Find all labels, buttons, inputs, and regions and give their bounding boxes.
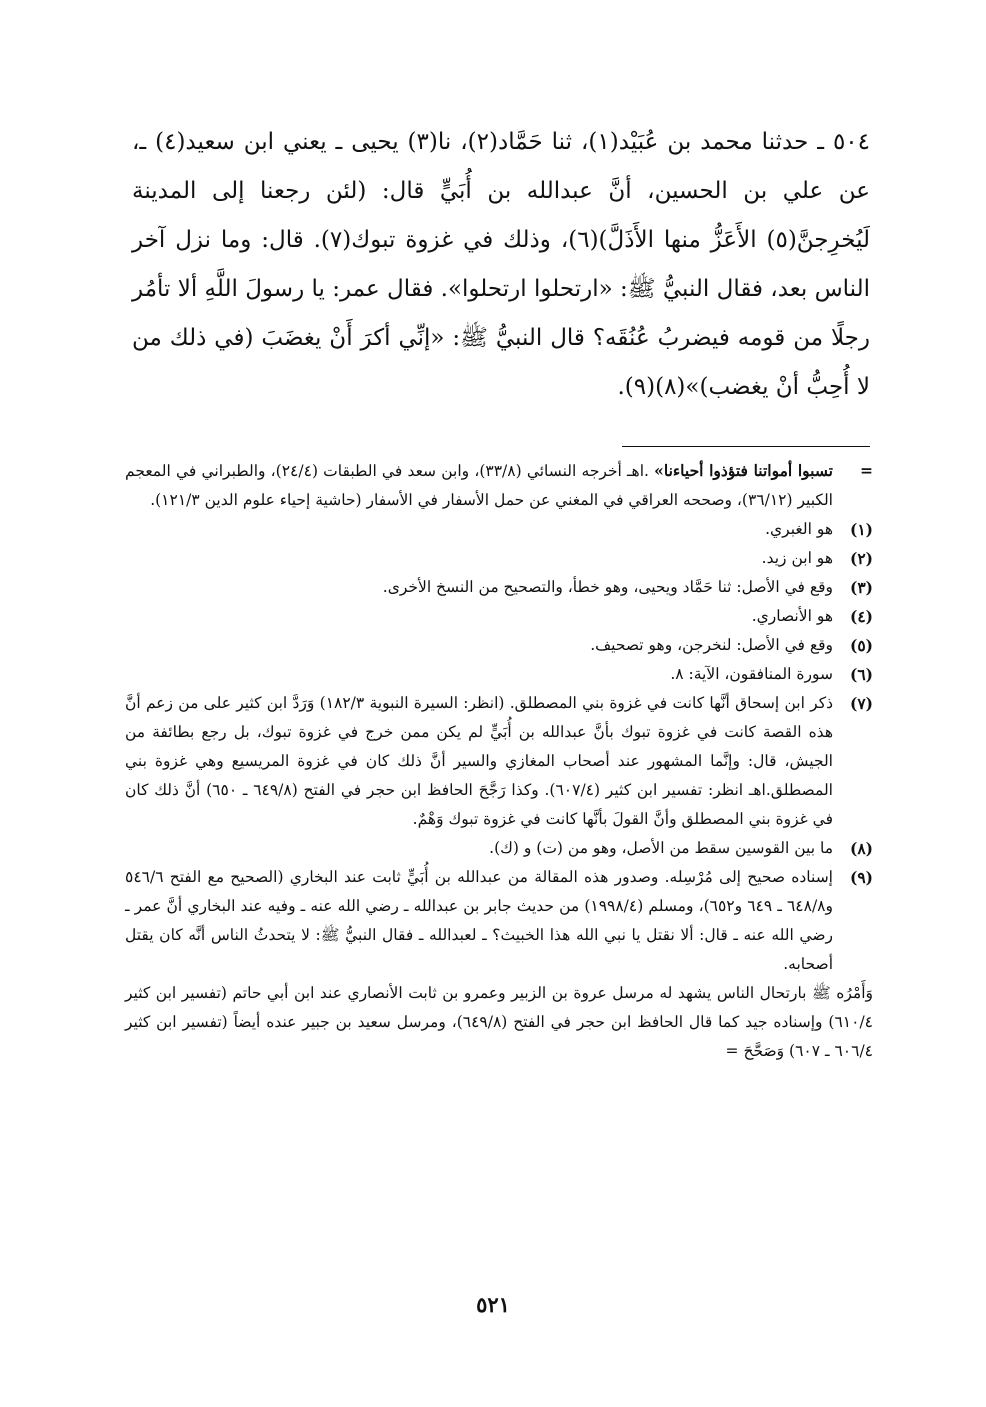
footnote-text: وقع في الأصل: لنخرجن، وهو تصحيف. [590,636,833,654]
footnote-number: (٣) [849,578,873,597]
footnote-number: (٨) [849,839,873,858]
footnote-text: إسناده صحيح إلى مُرْسِله. وصدور هذه المقالة من عبدالله بن أُبَيٍّ ثابت عند البخاري (الصحيح مع الفتح ٥٤٦/٦ و٦٤٨/٨ ـ ٦٤٩ و٦٥٢)، ومسلم (١٩٩٨/٤) من حديث جابر بن عبدالله ـ رضي الله عنه ـ وفيه عند البخاري أنَّ عمر ـ رضي الله عنه ـ قال: ألا نقتل يا نبي الله هذا الخبيث؟ ـ لعبدالله ـ فقال النبيُّ ﷺ: لا يتحدثُ الناس أنَّه كان يقتل أصحابه. [125,868,834,973]
footnote-text: هو ابن زيد. [761,549,833,567]
page-number: ٥٢١ [476,1292,510,1317]
hadith-paragraph: ٥٠٤ ـ حدثنا محمد بن عُبَيْد(١)، ثنا حَمَّاد(٢)، نا(٣) يحيى ـ يعني ابن سعيد(٤) ـ، عن علي بن الحسين، أنَّ عبدالله بن أُبَيٍّ قال: (لئن رجعنا إلى المدينة لَيُخرِجنَّ(٥) الأَعَزُّ منها الأَذَلَّ)(٦)، وذلك في غزوة تبوك(٧). قال: وما نزل آخر الناس بعد، فقال النبيُّ ﷺ: «ارتحلوا ارتحلوا». فقال عمر: يا رسولَ اللَّهِ ألا تأمُر رجلًا من قومه فيضربُ عُنُقَه؟ قال النبيُّ ﷺ: «إنِّي أكرَ أَنْ يغضَبَ (في ذلك من لا أُحِبُّ أنْ يغضب)»(٨)(٩). [132,129,871,400]
footnote-number: (٤) [849,607,873,626]
footnote-item [125,631,873,660]
footnote-item [125,573,873,602]
footnote-number: (٦) [849,665,873,684]
footnote-item [125,689,873,834]
continuation-text: .اهـ أخرجه النسائي (٣٣/٨)، وابن سعد في الطبقات (٢٤/٤)، والطبراني في المعجم الكبير (٣٦/١٢)، وصححه العراقي في المغني عن حمل الأسفار في الأسفار (حاشية إحياء علوم الدين ١٢١/٣). [125,462,833,509]
footnote-number: (٧) [849,694,873,713]
footnote-text: ذكر ابن إسحاق أنَّها كانت في غزوة بني المصطلق. (انظر: السيرة النبوية ١٨٢/٣) وَرَدَّ ابن كثير على من زعم أنَّ هذه القصة كانت في غزوة تبوك بأنَّ عبدالله بن أُبَيٍّ لم يكن ممن خرج في غزوة تبوك، بل رجع بطائفة من الجيش، قال: وإنَّما المشهور عند أصحاب المغازي والسير أنَّ ذلك كان في غزوة المريسيع وهي غزوة بني المصطلق.اهـ انظر: تفسير ابن كثير (٦٠٧/٤). وكذا رَجَّحَ الحافظ ابن حجر في الفتح (٦٤٩/٨ ـ ٦٥٠) أنَّ ذلك كان في غزوة بني المصطلق وأنَّ القولَ بأنَّها كانت في غزوة تبوك وَهْمٌ. [125,694,833,828]
footnote-text: هو الغبري. [765,520,833,538]
footnote-number: (٩) [849,868,873,887]
footnotes-section [125,456,873,1066]
hadith-text-block [132,118,870,412]
footnote-item [125,602,873,631]
footnote-item [125,544,873,573]
footnote-text: ما بين القوسين سقط من الأصل، وهو من (ت) و (ك). [489,839,833,857]
continuation-bold-text: تسبوا أمواتنا فتؤذوا أحياءنا» [654,461,833,480]
footnote-tail-paragraph: وَأَمْرُه ﷺ بارتحال الناس يشهد له مرسل عروة بن الزبير وعمرو بن ثابت الأنصاري عند ابن أبي حاتم (تفسير ابن كثير ٦١٠/٤) وإسناده جيد كما قال الحافظ ابن حجر في الفتح (٦٤٩/٨)، ومرسل سعيد بن جبير عنده أيضاً (تفسير ابن كثير ٦٠٦/٤ ـ ٦٠٧) وَصَحَّحَ = [125,984,873,1060]
footnote-number: (٥) [849,636,873,655]
footnote-number: (٢) [849,549,873,568]
footnote-continuation [125,456,873,515]
footnote-text: وقع في الأصل: ثنا حَمَّاد ويحيى، وهو خطأ، والتصحيح من النسخ الأخرى. [382,578,833,596]
continuation-marker: = [860,461,873,480]
footnote-divider [622,446,870,447]
footnote-number: (١) [849,520,873,539]
footnote-item [125,834,873,863]
footnote-item [125,515,873,544]
footnote-text: هو الأنصاري. [751,607,833,625]
footnote-item [125,863,873,979]
footnote-text: سورة المنافقون، الآية: ٨. [670,665,833,683]
footnote-item [125,660,873,689]
